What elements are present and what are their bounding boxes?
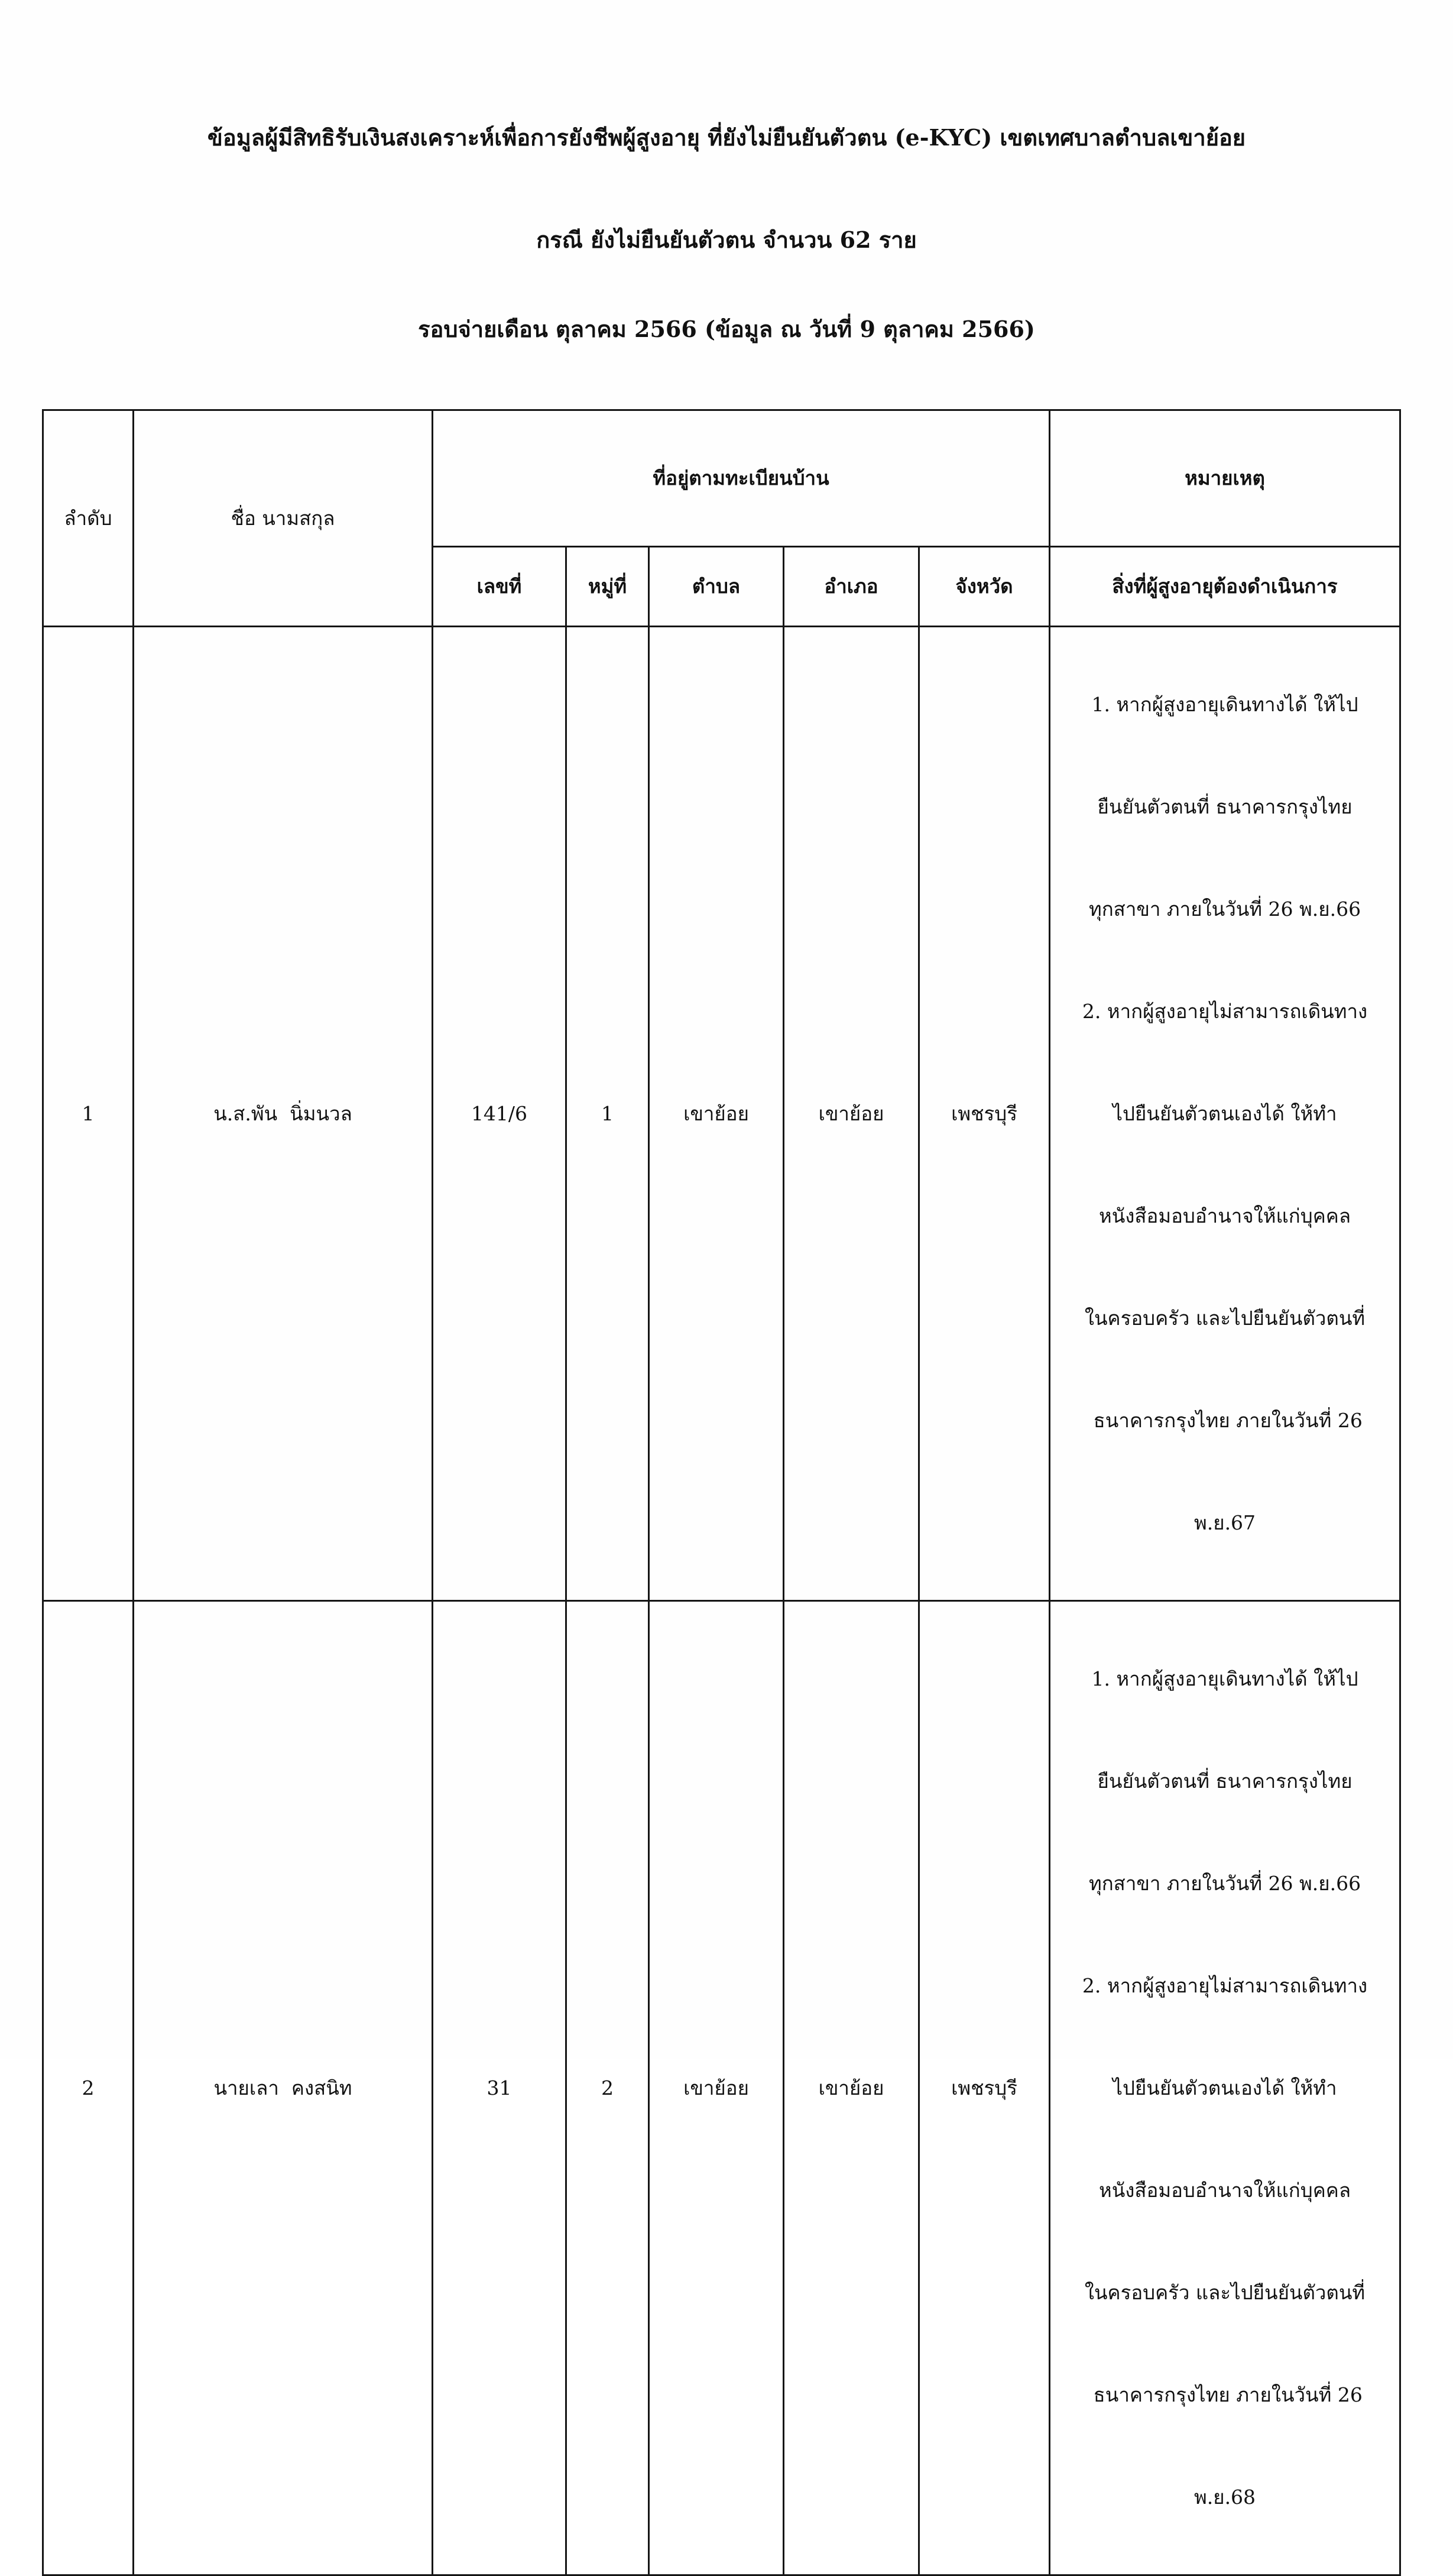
remark-line: ไปยืนยันตัวตนเองได้ ให้ทำ [1113, 2076, 1337, 2099]
remark-line: ธนาคารกรุงไทย ภายในวันที่ 26 [1087, 2383, 1363, 2406]
cell-house-number: 141/6 [433, 627, 566, 1601]
document-subtitle-count: กรณี ยังไม่ยืนยันตัวตน จำนวน 62 ราย [536, 226, 917, 253]
beneficiary-table [42, 409, 1401, 2576]
cell-province: เพชรบุรี [919, 627, 1050, 1601]
remark-line: พ.ย.68 [1193, 2486, 1256, 2509]
header-remarks-group: หมายเหตุ [1050, 410, 1400, 547]
cell-remarks [1050, 627, 1400, 1601]
header-amphoe: อำเภอ [784, 547, 919, 627]
remark-line: หนังสือมอบอำนาจให้แก่บุคคล [1098, 1204, 1351, 1227]
header-name: ชื่อ นามสกุล [134, 410, 433, 627]
remark-line: ยืนยันตัวตนที่ ธนาคารกรุงไทย [1097, 795, 1353, 818]
cell-house-number: 31 [433, 1601, 566, 2575]
table-header-row [43, 410, 1400, 547]
remark-line: ในครอบครัว และไปยืนยันตัวตนที่ [1084, 1307, 1366, 1330]
header-address-group: ที่อยู่ตามทะเบียนบ้าน [433, 410, 1050, 547]
table-row [43, 627, 1400, 1601]
cell-order: 1 [43, 627, 134, 1601]
remark-line: ธนาคารกรุงไทย ภายในวันที่ 26 [1087, 1409, 1363, 1432]
cell-province: เพชรบุรี [919, 1601, 1050, 2575]
header-order: ลำดับ [43, 410, 134, 627]
cell-name: นายเลา คงสนิท [134, 1601, 433, 2575]
remark-line: ไปยืนยันตัวตนเองได้ ให้ทำ [1113, 1102, 1337, 1125]
document-title: ข้อมูลผู้มีสิทธิรับเงินสงเคราะห์เพื่อการยังชีพผู้สูงอายุ ที่ยังไม่ยืนยันตัวตน (e-KYC) เขตเทศบาลตำบลเขาย้อย [207, 124, 1246, 151]
header-province: จังหวัด [919, 547, 1050, 627]
cell-tambon: เขาย้อย [649, 627, 784, 1601]
table-row [43, 1601, 1400, 2575]
cell-order: 2 [43, 1601, 134, 2575]
remark-line: ทุกสาขา ภายในวันที่ 26 พ.ย.66 [1088, 897, 1361, 921]
header-moo: หมู่ที่ [566, 547, 649, 627]
cell-amphoe: เขาย้อย [784, 627, 919, 1601]
cell-remarks [1050, 1601, 1400, 2575]
document-subtitle-period: รอบจ่ายเดือน ตุลาคม 2566 (ข้อมูล ณ วันที่ 9 ตุลาคม 2566) [418, 316, 1035, 342]
header-required-action: สิ่งที่ผู้สูงอายุต้องดำเนินการ [1050, 547, 1400, 627]
remark-line: หนังสือมอบอำนาจให้แก่บุคคล [1098, 2179, 1351, 2202]
cell-moo: 1 [566, 627, 649, 1601]
remark-line: 1. หากผู้สูงอายุเดินทางได้ ให้ไป [1091, 693, 1358, 716]
remark-line: 2. หากผู้สูงอายุไม่สามารถเดินทาง [1082, 1000, 1368, 1023]
remark-line: ในครอบครัว และไปยืนยันตัวตนที่ [1084, 2281, 1366, 2304]
remark-line: ทุกสาขา ภายในวันที่ 26 พ.ย.66 [1088, 1872, 1361, 1895]
remark-line: ยืนยันตัวตนที่ ธนาคารกรุงไทย [1097, 1770, 1353, 1793]
cell-name: น.ส.พัน นิ่มนวล [134, 627, 433, 1601]
remark-line: 2. หากผู้สูงอายุไม่สามารถเดินทาง [1082, 1974, 1368, 1997]
cell-amphoe: เขาย้อย [784, 1601, 919, 2575]
header-tambon: ตำบล [649, 547, 784, 627]
cell-moo: 2 [566, 1601, 649, 2575]
remark-line: พ.ย.67 [1193, 1511, 1256, 1534]
cell-tambon: เขาย้อย [649, 1601, 784, 2575]
remark-line: 1. หากผู้สูงอายุเดินทางได้ ให้ไป [1091, 1667, 1358, 1690]
header-house-number: เลขที่ [433, 547, 566, 627]
